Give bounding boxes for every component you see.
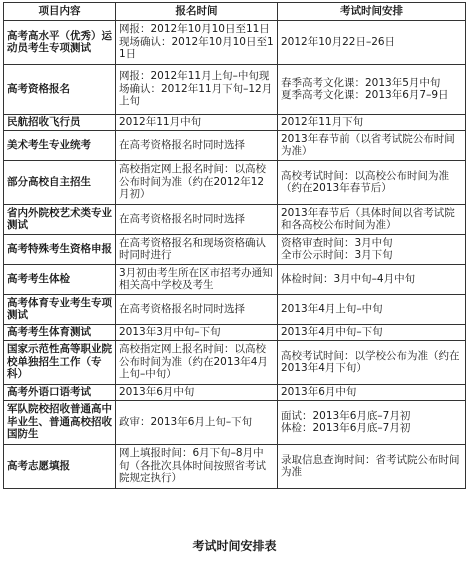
- exam-time-cell-text: 高校考试时间：以学校公布为准（约在2013年4月下旬）: [281, 349, 460, 375]
- exam-time-cell: [278, 234, 466, 264]
- exam-time-cell-text: 面试：2013年6月底–7月初: [281, 409, 411, 422]
- signup-time-cell-text: 网报：2012年11月上旬–中旬现场确认：2012年11月下旬–12月上旬: [119, 70, 273, 108]
- table-row: [4, 444, 466, 488]
- header-item: 项目内容: [4, 3, 116, 21]
- exam-time-cell-text: 2013年春节前（以省考试院公布时间为准）: [281, 132, 455, 158]
- exam-time-cell-text: 2013年4月上旬–中旬: [281, 302, 383, 315]
- signup-time-cell-text: 2013年6月中旬: [119, 385, 195, 398]
- item-cell: [4, 130, 116, 160]
- exam-time-cell-text: 2013年4月中旬–下旬: [281, 325, 383, 338]
- item-cell: [4, 204, 116, 234]
- exam-time-cell: [278, 20, 466, 64]
- table-row: [4, 160, 466, 204]
- item-cell-text: 高考体育专业考生专项测试: [7, 296, 112, 322]
- signup-time-cell-text: 网报：2012年10月10日至11日现场确认：2012年10月10日至11日: [119, 23, 274, 61]
- signup-time-cell: [116, 400, 278, 444]
- signup-time-cell: [116, 20, 278, 64]
- item-cell-text: 高考考生体检: [7, 272, 70, 285]
- item-cell: [4, 234, 116, 264]
- exam-time-cell: [278, 324, 466, 340]
- signup-time-cell-text: 在高考资格报名时同时选择: [119, 302, 245, 315]
- signup-time-cell-text: 高校指定网上报名时间：以高校公布时间为准（约在2012年12月初）: [119, 163, 266, 201]
- item-cell-text: 高考外语口语考试: [7, 385, 91, 398]
- exam-time-cell-text: 2012年10月22日–26日: [281, 35, 396, 48]
- table-row: [4, 20, 466, 64]
- item-cell: [4, 340, 116, 384]
- signup-time-cell: [116, 160, 278, 204]
- exam-time-cell: [278, 64, 466, 114]
- signup-time-cell: [116, 324, 278, 340]
- item-cell-text: 军队院校招收普通高中毕业生、普通高校招收国防生: [7, 403, 112, 441]
- table-row: [4, 130, 466, 160]
- table-row: [4, 324, 466, 340]
- item-cell-text: 高考志愿填报: [7, 459, 70, 472]
- table-row: [4, 234, 466, 264]
- exam-time-cell: [278, 130, 466, 160]
- exam-time-cell: [278, 114, 466, 130]
- item-cell: [4, 64, 116, 114]
- item-cell: [4, 444, 116, 488]
- header-signup-time: 报名时间: [116, 3, 278, 21]
- table-row: [4, 114, 466, 130]
- table-caption: 考试时间安排表: [192, 539, 277, 553]
- item-cell-text: 省内外院校艺术类专业测试: [7, 206, 112, 232]
- header-exam-schedule: 考试时间安排: [278, 3, 466, 21]
- signup-time-cell: [116, 264, 278, 294]
- exam-time-cell-text: 资格审查时间：3月中旬: [281, 236, 393, 249]
- item-cell: [4, 20, 116, 64]
- exam-time-cell-text: 2013年春节后（具体时间以省考试院和各高校公布时间为准）: [281, 206, 455, 232]
- item-cell: [4, 264, 116, 294]
- table-row: [4, 400, 466, 444]
- exam-time-cell: [278, 160, 466, 204]
- signup-time-cell: [116, 294, 278, 324]
- item-cell: [4, 160, 116, 204]
- item-cell-text: 国家示范性高等职业院校单独招生工作（专科）: [7, 343, 112, 381]
- item-cell-text: 高考特殊考生资格申报: [7, 242, 112, 255]
- signup-time-cell-text: 2013年3月中旬–下旬: [119, 325, 221, 338]
- exam-time-cell-text: 高校考试时间：以高校公布时间为准（约在2013年春节后）: [281, 169, 449, 195]
- signup-time-cell-text: 政审：2013年6月上旬–下旬: [119, 415, 253, 428]
- item-cell-text: 美术考生专业统考: [7, 138, 91, 151]
- exam-time-cell-text: 春季高考文化课：2013年5月中旬: [281, 76, 441, 89]
- item-cell: [4, 294, 116, 324]
- item-cell-text: 部分高校自主招生: [7, 175, 91, 188]
- table-row: [4, 264, 466, 294]
- signup-time-cell-text: 高校指定网上报名时间：以高校公布时间为准（约在2013年4月上旬–中旬）: [119, 343, 268, 381]
- table-row: [4, 64, 466, 114]
- item-cell-text: 高考高水平（优秀）运动员考生专项测试: [7, 29, 112, 55]
- exam-time-cell: [278, 384, 466, 400]
- signup-time-cell: [116, 340, 278, 384]
- item-cell-text: 民航招收飞行员: [7, 115, 81, 128]
- signup-time-cell-text: 在高考资格报名时同时选择: [119, 138, 245, 151]
- signup-time-cell: [116, 64, 278, 114]
- item-cell-text: 高考考生体育测试: [7, 325, 91, 338]
- exam-time-cell-text: 体检：2013年6月底–7月初: [281, 422, 411, 435]
- signup-time-cell: [116, 444, 278, 488]
- signup-time-cell: [116, 114, 278, 130]
- signup-time-cell: [116, 384, 278, 400]
- exam-time-cell: [278, 444, 466, 488]
- exam-time-cell: [278, 264, 466, 294]
- item-cell: [4, 114, 116, 130]
- exam-time-cell: [278, 294, 466, 324]
- exam-time-cell-text: 全市公示时间：3月下旬: [281, 249, 393, 262]
- signup-time-cell-text: 网上填报时间：6月下旬–8月中旬（各批次具体时间按照省考试院规定执行）: [119, 447, 266, 485]
- signup-time-cell-text: 在高考资格报名时同时选择: [119, 212, 245, 225]
- exam-time-cell-text: 夏季高考文化课：2013年6月7–9日: [281, 89, 449, 102]
- table-row: [4, 204, 466, 234]
- signup-time-cell-text: 3月初由考生所在区市招考办通知相关高中学校及考生: [119, 266, 273, 292]
- exam-time-cell-text: 录取信息查询时间：省考试院公布时间为准: [281, 453, 460, 479]
- exam-time-cell-text: 2012年11月下旬: [281, 115, 364, 128]
- exam-time-cell: [278, 400, 466, 444]
- table-row: [4, 340, 466, 384]
- item-cell-text: 高考资格报名: [7, 82, 70, 95]
- exam-time-cell-text: 体检时间：3月中旬–4月中旬: [281, 272, 416, 285]
- item-cell: [4, 400, 116, 444]
- signup-time-cell: [116, 204, 278, 234]
- table-row: [4, 384, 466, 400]
- signup-time-cell: [116, 130, 278, 160]
- exam-schedule-table: [3, 2, 466, 489]
- exam-time-cell: [278, 340, 466, 384]
- table-row: [4, 294, 466, 324]
- exam-time-cell-text: 2013年6月中旬: [281, 385, 357, 398]
- item-cell: [4, 324, 116, 340]
- table-body: [4, 20, 466, 488]
- table-header: [4, 3, 466, 21]
- schedule-table-wrapper: [3, 2, 465, 489]
- header-row: [4, 3, 466, 21]
- signup-time-cell-text: 在高考资格报名和现场资格确认时同时进行: [119, 236, 266, 262]
- signup-time-cell: [116, 234, 278, 264]
- signup-time-cell-text: 2012年11月中旬: [119, 115, 202, 128]
- exam-time-cell: [278, 204, 466, 234]
- item-cell: [4, 384, 116, 400]
